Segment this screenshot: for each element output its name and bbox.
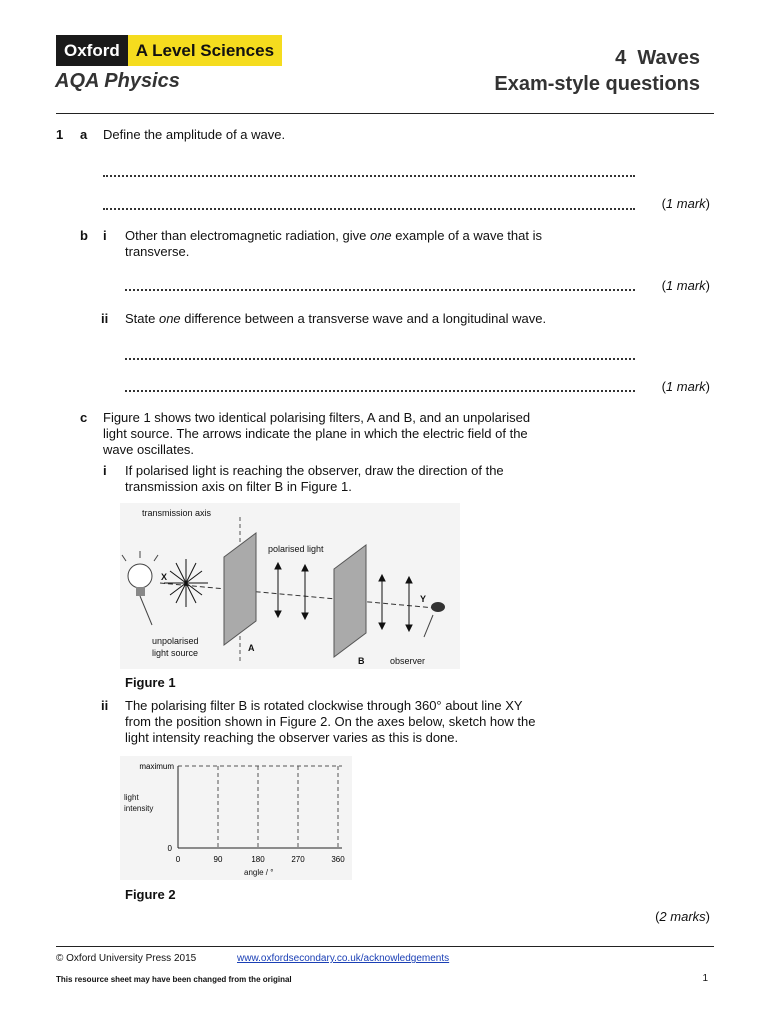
part-b-i-text: Other than electromagnetic radiation, give one example of a wave that is transverse. [125,228,542,259]
part-c-i-text: If polarised light is reaching the observer, draw the direction of the transmission axis on filter B in Figure 1. [125,463,504,494]
footer-divider [56,946,714,947]
chapter-title: 4 Waves [615,47,700,69]
answer-line[interactable] [103,173,635,177]
x-axis-label: angle / ° [244,868,274,877]
label-a: A [248,643,255,653]
answer-line[interactable] [103,206,635,210]
acknowledgements-link[interactable]: www.oxfordsecondary.co.uk/acknowledgements [237,953,450,964]
marks-label: (1 mark) [661,196,710,211]
subpart-c-i-label: i [103,463,107,478]
series-label: A Level Sciences [128,35,282,66]
part-b-label: b [80,228,88,243]
x-tick-label: 0 [175,855,181,864]
figure-1-diagram [120,503,460,669]
subject-title: AQA Physics [55,70,180,92]
label-unpolarised: unpolarised [152,636,199,646]
subpart-c-ii-label: ii [101,698,109,713]
label-y: Y [420,594,427,604]
brand-label: Oxford [56,35,128,66]
label-x: X [161,572,168,582]
label-b: B [358,656,365,666]
answer-line[interactable] [125,356,635,360]
y-axis-label-line-1: light [124,793,139,802]
chart-background [120,756,352,880]
marks-label: (2 marks) [655,909,710,924]
x-tick-label: 180 [251,855,265,864]
marks-label: (1 mark) [661,278,710,293]
subpart-i-label: i [103,228,107,243]
x-tick-label: 90 [213,855,223,864]
label-observer: observer [390,656,426,666]
chapter-heading [494,45,700,97]
y-axis-label-line-2: intensity [124,804,154,813]
figure-1-caption: Figure 1 [125,675,176,690]
label-light-source: light source [152,648,199,658]
y-tick-label: maximum [139,762,174,771]
answer-line[interactable] [125,388,635,392]
x-tick-label: 270 [291,855,305,864]
figure-2-chart[interactable] [120,756,352,880]
part-c-text: Figure 1 shows two identical polarising filters, A and B, and an unpolarised light source. The arrows indicate the plane in which the electric field of the wave oscillates. [103,410,531,457]
page-number: 1 [702,973,708,984]
label-transmission-axis: transmission axis [142,508,212,518]
figure-2-caption: Figure 2 [125,887,176,902]
y-tick-label: 0 [167,844,172,853]
part-b-ii-text: State one difference between a transverse wave and a longitudinal wave. [125,311,547,326]
question-number: 1 [56,127,64,142]
answer-line[interactable] [125,287,635,291]
section-title: Exam-style questions [494,73,700,95]
part-a-label: a [80,127,88,142]
publisher-logo [56,35,282,66]
resource-note: This resource sheet may have been changed from the original [56,975,292,984]
x-tick-label: 360 [331,855,345,864]
marks-label: (1 mark) [661,379,710,394]
part-a-text: Define the amplitude of a wave. [103,127,286,142]
copyright-text: © Oxford University Press 2015 [56,953,197,964]
subpart-ii-label: ii [101,311,109,326]
header-divider [56,113,714,114]
part-c-label: c [80,410,88,425]
label-polarised-light: polarised light [268,544,324,554]
part-c-ii-text: The polarising filter B is rotated clockwise through 360° about line XY from the position shown in Figure 2. On the axes below, sketch how the light intensity reaching the observer varies as this is done. [125,698,536,745]
